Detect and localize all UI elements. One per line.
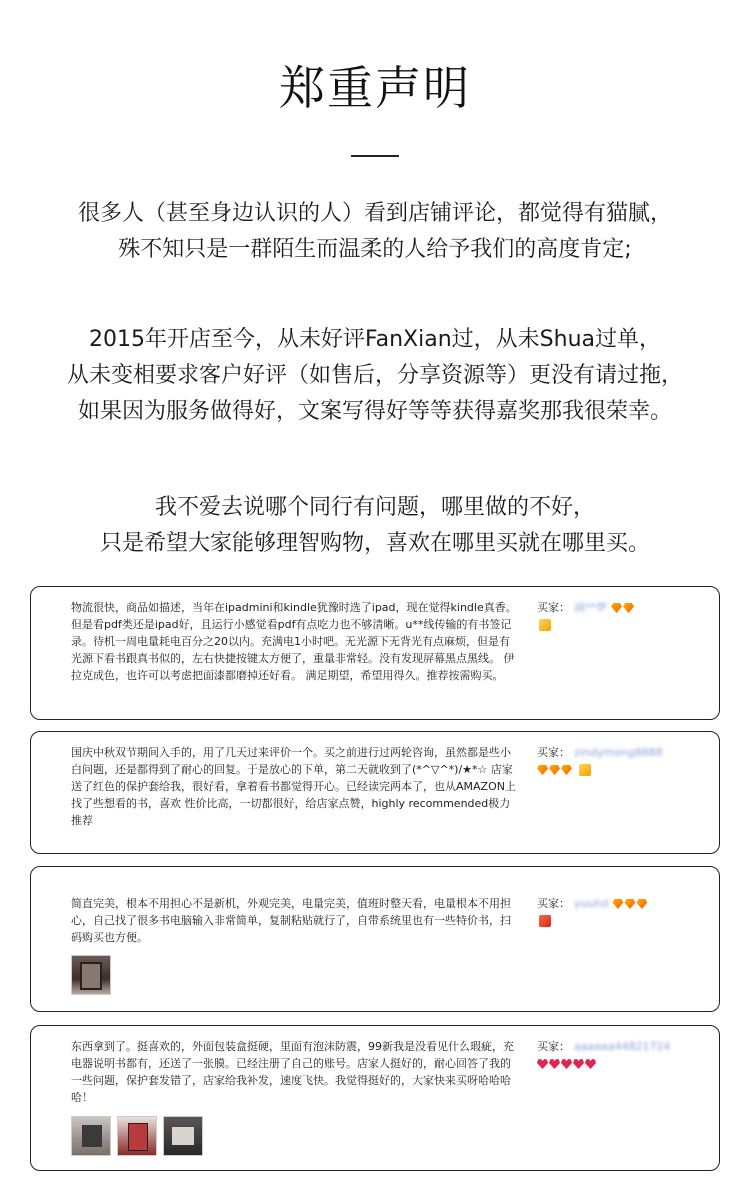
- review-text: 物流很快，商品如描述，当年在ipadmini和kindle犹豫时选了ipad，现在觉得kindle真香。但是看pdf类还是ipad好，且运行小感觉看pdf有点吃力也不够清晰。u**线传输的有书签记录。待机一周电量耗电百分之20以内。充满电1小时吧。无光源下无背光有点麻烦，但是有光源下看书跟真书似的，左右快捷按键太方便了，重量非常轻。没有发现屏幕黑点黑线。 伊拉克成色，也许可以考虑把面漆都磨掉还好看。 满足期望，希望用得久。推荐按需购买。: [71, 601, 517, 682]
- buyer-name[interactable]: zindymong8888: [574, 746, 663, 759]
- statement-line: 从未变相要求客户好评（如售后，分享资源等）更没有请过拖，: [66, 363, 683, 388]
- buyer-rank-gems: [537, 761, 573, 778]
- diamond-icon: [537, 765, 548, 775]
- buyer-label: 买家：: [537, 746, 570, 759]
- heart-icon: [573, 1059, 584, 1069]
- statement-line: 2015年开店至今，从未好评FanXian过，从未Shua过单，: [89, 327, 661, 352]
- buyer-info: [537, 895, 712, 929]
- review-card: [30, 731, 720, 854]
- diamond-icon: [624, 899, 635, 909]
- review-text: 国庆中秋双节期间入手的，用了几天过来评价一个。买之前进行过两轮咨询，虽然都是些小白问题，还是都得到了耐心的回复。于是放心的下单，第二天就收到了(*^▽^*)/★*☆ 店家送了红色的保护套给我，很好看，拿着看书都觉得开心。已经读完两本了，也从AMAZON上找了些想看的书，喜欢 性价比高，一切都很好，给店家点赞，highly recommended极力推荐: [71, 746, 516, 827]
- heart-icon: [561, 1059, 572, 1069]
- buyer-label: 买家：: [537, 601, 570, 614]
- buyer-rank-hearts: [537, 1055, 597, 1072]
- review-photo[interactable]: [71, 1116, 111, 1156]
- review-photo[interactable]: [163, 1116, 203, 1156]
- buyer-info: [537, 744, 712, 778]
- statement-line: 如果因为服务做得好，文案写得好等等获得嘉奖那我很荣幸。: [77, 399, 672, 424]
- buyer-rank-gems: [611, 599, 635, 616]
- buyer-name[interactable]: yuuhd: [574, 897, 609, 910]
- statement-line: 殊不知只是一群陌生而温柔的人给予我们的高度肯定;: [118, 237, 632, 262]
- buyer-name[interactable]: 涵**梦: [574, 601, 607, 614]
- review-photo[interactable]: [71, 955, 111, 995]
- buyer-label: 买家：: [537, 897, 570, 910]
- review-photos: [71, 1116, 203, 1156]
- buyer-rank-gems: [612, 895, 648, 912]
- vip-badge-icon: [539, 915, 551, 927]
- diamond-icon: [561, 765, 572, 775]
- diamond-icon: [611, 603, 622, 613]
- vip-badge-icon: [539, 619, 551, 631]
- buyer-info: [537, 599, 712, 633]
- review-text: 简直完美，根本不用担心不是新机，外观完美，电量完美，值班时整天看，电量根本不用担心，自己找了很多书电脑输入非常简单，复制粘贴就行了，自带系统里也有一些特价书，扫码购买也方便。: [71, 897, 511, 944]
- title-divider: [351, 155, 399, 157]
- review-card: [30, 1025, 720, 1171]
- heart-icon: [585, 1059, 596, 1069]
- diamond-icon: [623, 603, 634, 613]
- page-title: 郑重声明: [279, 61, 471, 115]
- diamond-icon: [636, 899, 647, 909]
- review-text: 东西拿到了。挺喜欢的，外面包装盒挺硬，里面有泡沫防震，99新我是没看见什么瑕疵，充电器说明书都有，还送了一张膜。已经注册了自己的账号。店家人挺好的，耐心回答了我的一些问题，保护套发错了，店家给我补发，速度飞快。我觉得挺好的，大家快来买呀哈哈哈哈！: [71, 1040, 514, 1104]
- diamond-icon: [549, 765, 560, 775]
- heart-icon: [549, 1059, 560, 1069]
- statement-paragraph-1: [0, 196, 750, 268]
- review-card: [30, 586, 720, 720]
- buyer-info: [537, 1038, 712, 1072]
- diamond-icon: [612, 899, 623, 909]
- vip-badge-icon: [579, 764, 591, 776]
- statement-paragraph-2: [0, 322, 750, 430]
- buyer-name[interactable]: aaaaaa44821724: [574, 1040, 671, 1053]
- review-photo[interactable]: [117, 1116, 157, 1156]
- review-card: [30, 866, 720, 1012]
- heart-icon: [537, 1059, 548, 1069]
- buyer-label: 买家：: [537, 1040, 570, 1053]
- statement-paragraph-3: [0, 490, 750, 562]
- statement-line: 只是希望大家能够理智购物，喜欢在哪里买就在哪里买。: [99, 531, 650, 556]
- statement-line: 我不爱去说哪个同行有问题，哪里做的不好，: [154, 495, 595, 520]
- review-photos: [71, 955, 111, 995]
- statement-line: 很多人（甚至身边认识的人）看到店铺评论，都觉得有猫腻，: [77, 201, 672, 226]
